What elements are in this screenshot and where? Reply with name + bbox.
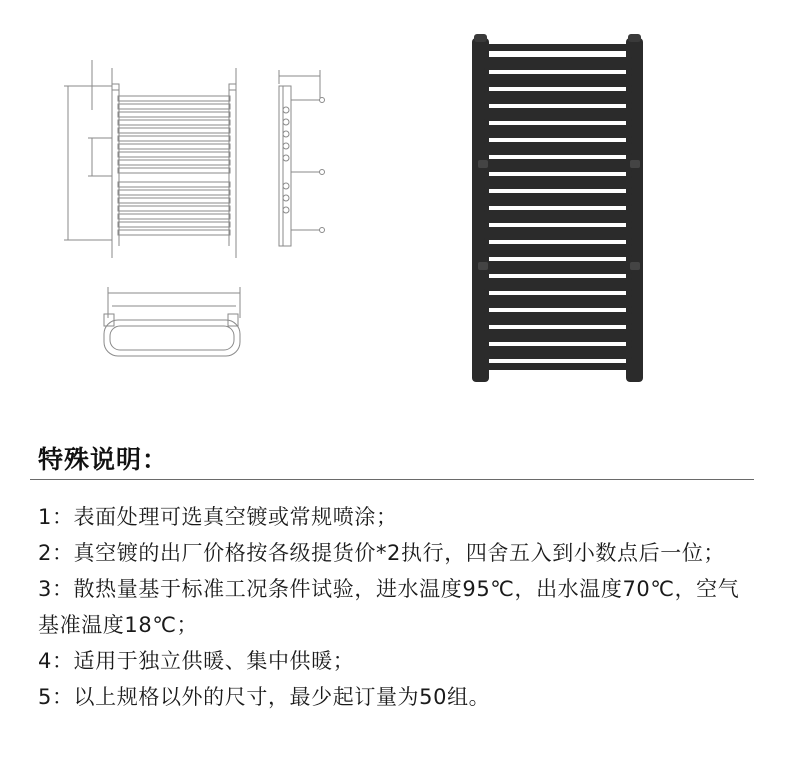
note-item: 5：以上规格以外的尺寸，最少起订量为50组。: [38, 685, 491, 709]
note-item: 3：散热量基于标准工况条件试验，进水温度95℃，出水温度70℃，空气基准温度18℃；: [38, 577, 740, 637]
note-item: 2：真空镀的出厂价格按各级提货价*2执行，四舍五入到小数点后一位；: [38, 541, 726, 565]
special-notes-heading: 特殊说明：: [38, 445, 169, 474]
notes-list: [38, 499, 760, 715]
note-item: 1：表面处理可选真空镀或常规喷涂；: [38, 505, 398, 529]
front-view-drawing: [64, 60, 325, 356]
divider: [30, 479, 754, 480]
note-item: 4：适用于独立供暖、集中供暖；: [38, 649, 355, 673]
radiator-photo: [472, 34, 643, 382]
